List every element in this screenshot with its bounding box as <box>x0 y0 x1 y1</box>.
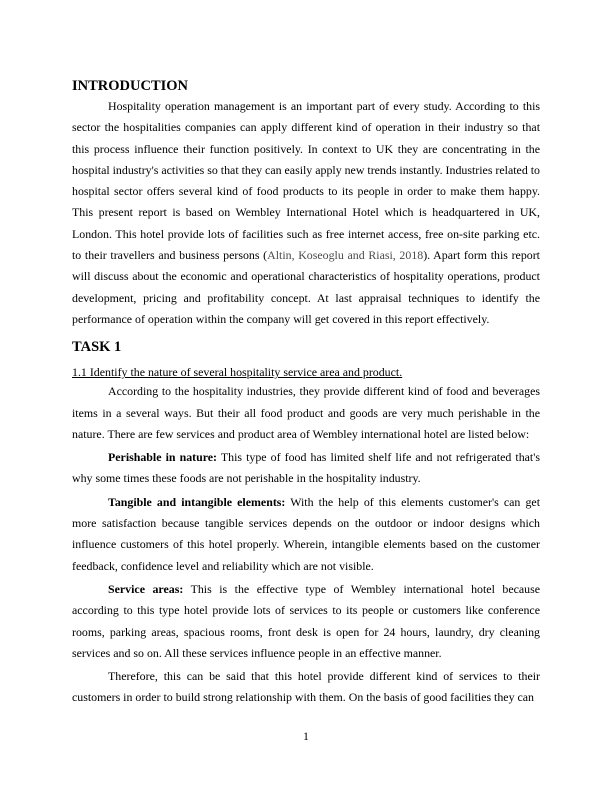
perishable-term: Perishable in nature: <box>108 450 218 465</box>
service-areas-term: Service areas: <box>108 581 184 596</box>
document-page <box>72 76 540 709</box>
perishable-text: This type of food has limited shelf life and not refrigerated that's why some times these foods are not perishable in the hospitality industry. <box>72 450 540 486</box>
perishable-paragraph <box>72 447 540 490</box>
service-areas-text: This is the effective type of Wembley international hotel because according to this type hotel provide lots of services to its people or customers like conference rooms, parking areas, spacious rooms, front desk is open for 24 hours, laundry, dry cleaning services and so on. All these services influence people in an effective manner. <box>72 581 540 660</box>
introduction-heading: INTRODUCTION <box>72 78 189 94</box>
tangible-text: With the help of this elements customer's can get more satisfaction because tangible services depends on the outdoor or indoor designs which influence customers of this hotel properly. Wherein, intangible elements based on the customer feedback, confidence level and reliability which are not visible. <box>72 494 540 573</box>
introduction-text-start: Hospitality operation management is an important part of every study. According to this sector the hospitalities companies can apply different kind of operation in their industry so that this process influence their function positively. In context to UK they are concentrating in the hospital industry's activities so that they can easily apply new trends instantly. Industries related to hospital sector offers several kind of food products to its people in order to make them happy. This present report is based on Wembley International Hotel which is headquartered in UK, London. This hotel provide lots of facilities such as free internet access, free on-site parking etc. to their travellers and business persons ( <box>72 99 540 263</box>
task1-heading: TASK 1 <box>72 339 122 356</box>
task1-subheading: 1.1 Identify the nature of several hospitality service area and product. <box>72 365 403 380</box>
tangible-term: Tangible and intangible elements: <box>108 494 286 509</box>
introduction-text-end: ). Apart form this report will discuss about the economic and operational characteristics of hospitality operations, product development, pricing and profitability concept. At last appraisal techniques to identify the performance of operation within the company will get covered in this report effectively. <box>72 248 540 326</box>
citation-link[interactable]: Altin, Koseoglu and Riasi, 2018 <box>267 248 424 263</box>
task1-intro-paragraph: According to the hospitality industries, they provide different kind of food and beverages items in a several ways. But their all food product and goods are very much perishable in the nature. There are few services and product area of Wembley international hotel are listed below: <box>72 384 540 441</box>
service-areas-paragraph <box>72 579 540 664</box>
page-number: 1 <box>303 729 309 743</box>
conclusion-paragraph: Therefore, this can be said that this hotel provide different kind of services to their customers in order to build strong relationship with them. On the basis of good facilities they can <box>72 669 540 705</box>
tangible-paragraph <box>72 492 540 577</box>
introduction-paragraph <box>72 96 540 330</box>
